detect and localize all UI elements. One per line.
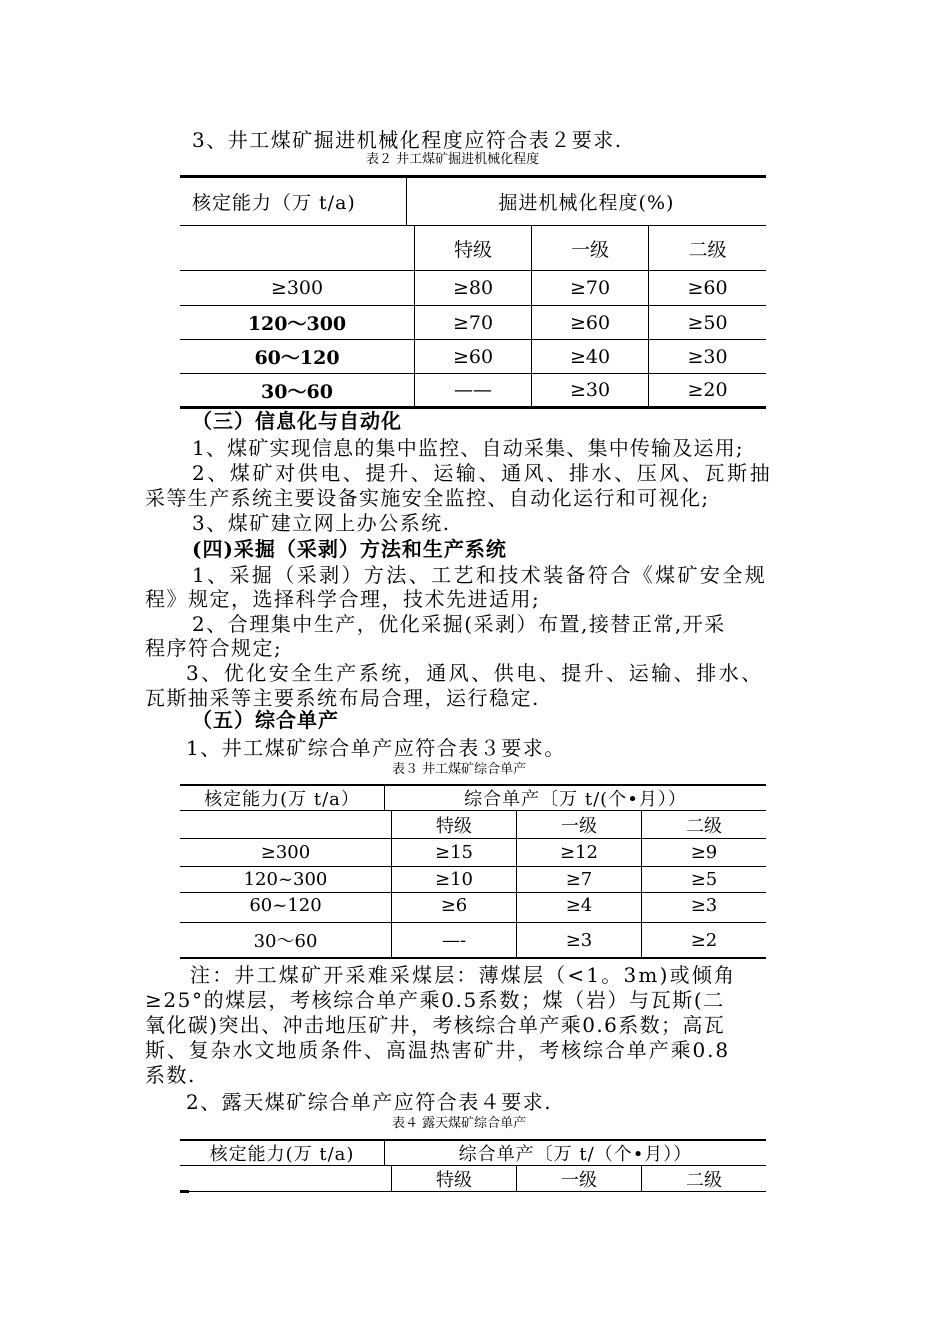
table2-value-cell: ≥70 [452,311,494,334]
table4-grade-header: 特级 [436,1169,472,1191]
table2-col2-header: 掘进机械化程度(%) [498,192,675,214]
table3-capacity-cell: 60~120 [249,895,322,916]
table2-grade-header: 二级 [688,238,727,261]
note-line: 斯、复杂水文地质条件、高温热害矿井，考核综合单产乘0.8 [145,1038,731,1062]
section3-line: 3、煤矿建立网上办公系统. [192,511,451,535]
table2-capacity-cell: 120～300 [247,313,347,335]
section4-line: 2、合理集中生产，优化采掘(采剥）布置,接替正常,开采 [192,612,726,636]
note-line: ≥25°的煤层，考核综合单产乘0.5系数；煤（岩）与瓦斯(二 [145,988,725,1012]
table3-value-cell: ≥9 [690,842,718,863]
page-marker [180,1190,189,1193]
note-line: 注：井工煤矿开采难采煤层：薄煤层（<1。3m)或倾角 [190,963,737,987]
table3-value-cell: ≥3 [690,895,718,916]
section3-heading: （三）信息化与自动化 [192,409,402,433]
section4-line: 3、优化安全生产系统，通风、供电、提升、运输、排水、 [186,661,764,685]
table3-grade-header: 二级 [686,815,722,837]
section4-line: 1、采掘（采剥）方法、工艺和技术装备符合《煤矿安全规 [192,563,768,587]
table4-grade-header: 二级 [686,1169,722,1191]
table2-col1-header: 核定能力（万 t/a) [192,192,356,214]
table2-value-cell: ≥30 [569,379,611,401]
table2-capacity-cell: 30～60 [261,380,333,403]
table2-capacity-cell: 60～120 [254,347,340,369]
table3-value-cell: ≥2 [690,929,718,951]
note-line: 氧化碳)突出、冲击地压矿井，考核综合单产乘0.6系数；高瓦 [145,1013,726,1037]
table2-grade-header: 特级 [453,238,492,261]
table3-value-cell: ≥6 [440,895,468,916]
table4-col1-header: 核定能力(万 t/a) [209,1144,355,1165]
table3-value-cell: ≥4 [565,895,593,916]
section4-heading: (四)采掘（采剥）方法和生产系统 [192,537,507,561]
section4-line: 瓦斯抽采等主要系统布局合理，运行稳定. [145,686,540,710]
section4-line: 程序符合规定; [145,636,283,660]
table2-caption: 表２ 井工煤矿掘进机械化程度 [366,152,540,167]
section3-line: 2、煤矿对供电、提升、运输、通风、排水、压风、瓦斯抽 [192,461,773,485]
table4-grade-header: 一级 [561,1169,597,1191]
table3-col2-header: 综合单产〔万 t/(个•月）） [464,789,687,810]
note-line: 系数. [145,1063,196,1087]
table3-value-cell: ≥5 [690,869,718,890]
section3-line: 采等生产系统主要设备实施安全监控、自动化运行和可视化; [145,486,710,510]
table3-value-cell: ≥15 [435,842,473,863]
table2-value-cell: ≥70 [569,277,611,299]
table3-intro: 1、井工煤矿综合单产应符合表３要求。 [186,736,566,760]
table3-value-cell: ≥7 [565,869,593,890]
table3-value-cell: ≥12 [560,842,598,863]
table2-intro: 3、井工煤矿掘进机械化程度应符合表２要求. [192,128,623,152]
table3-value-cell: —- [441,929,467,951]
section5-heading: （五）综合单产 [192,708,339,732]
table3-capacity-cell: ≥300 [260,842,311,863]
table4-intro: 2、露天煤矿综合单产应符合表４要求. [186,1090,553,1114]
table3-col1-header: 核定能力(万 t/a） [204,789,360,810]
table2-grade-header: 一级 [570,238,609,261]
section4-line: 程》规定，选择科学合理，技术先进适用; [145,587,541,611]
table3-capacity-cell: 30～60 [253,931,318,952]
table2-value-cell: —— [454,379,492,401]
table4-caption: 表４ 露天煤矿综合单产 [392,1116,527,1131]
table2-value-cell: ≥60 [569,311,611,334]
table3-grade-header: 特级 [436,815,472,837]
table2-value-cell: ≥80 [452,277,494,299]
table2-value-cell: ≥30 [687,345,728,368]
table2-value-cell: ≥40 [569,345,611,368]
table3-grade-header: 一级 [561,815,597,837]
table2-value-cell: ≥60 [687,277,728,299]
table3-capacity-cell: 120~300 [243,869,328,890]
table2-capacity-cell: ≥300 [270,277,324,299]
table3-value-cell: ≥3 [565,929,593,951]
table3-value-cell: ≥10 [435,869,473,890]
table2-value-cell: ≥50 [687,311,728,334]
table3-caption: 表３ 井工煤矿综合单产 [392,762,527,777]
section3-line: 1、煤矿实现信息的集中监控、自动采集、集中传输及运用; [192,436,744,460]
table4-col2-header: 综合单产〔万 t/（个•月）） [458,1144,693,1165]
table2-value-cell: ≥20 [687,379,728,401]
table2-value-cell: ≥60 [452,345,494,368]
